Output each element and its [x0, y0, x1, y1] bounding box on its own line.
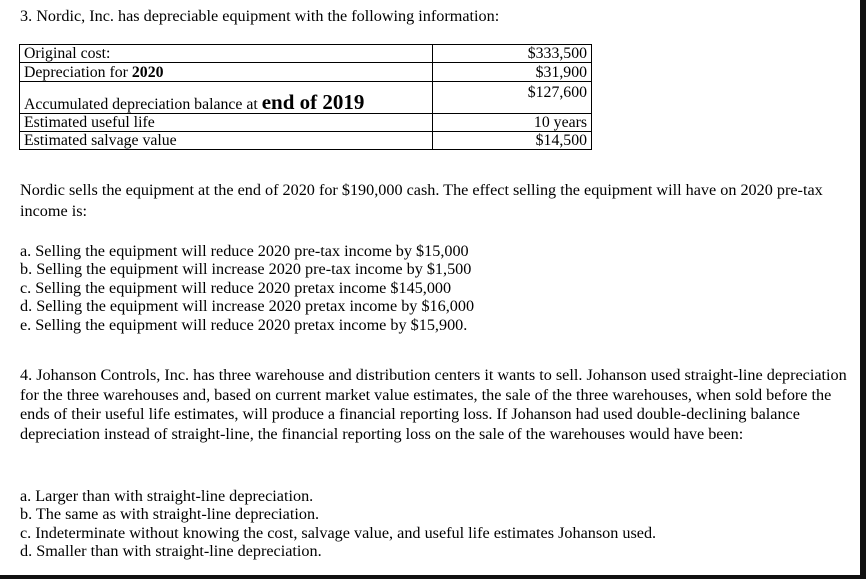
equipment-info-table	[19, 44, 592, 150]
q4-question: 4. Johanson Controls, Inc. has three warehouse and distribution centers it wants to sell. Johanson used straight-line depreciation for the three warehouses and, based on current market value estimates, the sale of the three warehouses, when sold before the ends of their useful life estimates, will produce a financial reporting loss. If Johanson had used double-declining balance depreciation instead of straight-line, the financial reporting loss on the sale of the warehouses would have been:	[20, 366, 847, 443]
row-value: $31,900	[433, 63, 592, 82]
option-d: d. Smaller than with straight-line depreciation.	[20, 542, 322, 561]
option-a: a. Larger than with straight-line depreciation.	[20, 487, 314, 505]
option-a: a. Selling the equipment will reduce 2020 pre-tax income by $15,000	[20, 242, 469, 260]
window-border-right	[860, 0, 866, 579]
option-d: d. Selling the equipment will increase 2020 pretax income by $16,000	[20, 297, 475, 316]
table-row	[20, 63, 592, 82]
row-value: $127,600	[433, 82, 592, 114]
option-c: c. Indeterminate without knowing the cost, salvage value, and useful life estimates Johanson used.	[20, 523, 657, 542]
row-label-emphasis: end of 2019	[261, 90, 365, 114]
row-label-year: 2020	[131, 64, 164, 81]
row-label: Original cost:	[20, 45, 433, 63]
window-border-bottom	[0, 575, 866, 579]
q3-intro: 3. Nordic, Inc. has depreciable equipment with the following information:	[20, 7, 500, 25]
row-label: Accumulated depreciation balance at end of 2019	[20, 82, 433, 114]
table-row	[20, 45, 592, 63]
row-label: Estimated useful life	[20, 114, 433, 132]
row-label: Estimated salvage value	[20, 132, 433, 150]
table-row	[20, 132, 592, 150]
table-row	[20, 114, 592, 132]
option-e: e. Selling the equipment will reduce 2020 pretax income by $15,900.	[20, 315, 468, 334]
row-value: 10 years	[433, 114, 592, 132]
option-b: b. The same as with straight-line depreciation.	[20, 505, 320, 524]
q4-options	[20, 487, 656, 561]
row-value: $14,500	[433, 132, 592, 150]
table-row	[20, 82, 592, 114]
q3-options	[20, 242, 474, 334]
option-b: b. Selling the equipment will increase 2020 pre-tax income by $1,500	[20, 260, 472, 279]
q3-question: Nordic sells the equipment at the end of 2020 for $190,000 cash. The effect selling the equipment will have on 2020 pre-tax income is:	[20, 181, 823, 220]
row-value: $333,500	[433, 45, 592, 63]
option-c: c. Selling the equipment will reduce 2020 pretax income $145,000	[20, 278, 452, 297]
row-label: Depreciation for 2020	[20, 63, 433, 82]
